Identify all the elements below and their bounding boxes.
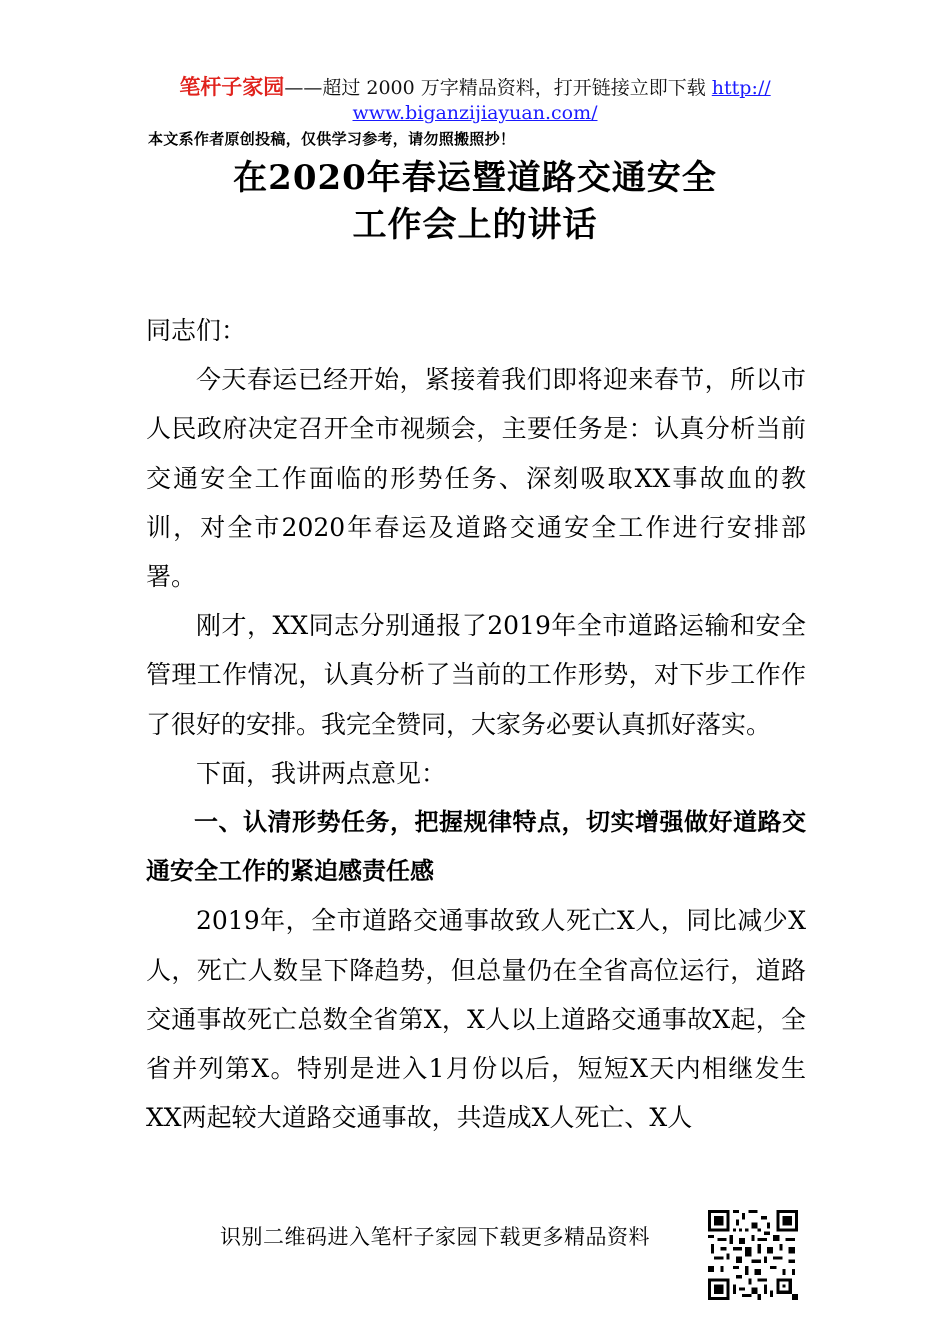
download-link-part1[interactable]: http:// <box>711 77 771 99</box>
header-banner <box>0 74 950 101</box>
paragraph-4: 2019年，全市道路交通事故致人死亡X人，同比减少X人，死亡人数呈下降趋势，但总量仍在全省高位运行，道路交通事故死亡总数全省第X，X人以上道路交通事故X起，全省并列第X。特别是进入1月份以后，短短X天内相继发生XX两起较大道路交通事故，共造成X人死亡、X人 <box>146 906 806 1133</box>
copyright-notice: 本文系作者原创投稿，仅供学习参考，请勿照搬照抄！ <box>148 130 516 148</box>
document-body <box>146 306 806 1142</box>
salutation: 同志们： <box>146 316 247 345</box>
section-heading-1: 一、认清形势任务，把握规律特点，切实增强做好道路交通安全工作的紧迫感责任感 <box>146 808 806 886</box>
document-title-line1: 在2020年春运暨道路交通安全 <box>233 158 717 198</box>
header-banner-line2 <box>0 100 950 126</box>
brand-name: 笔杆子家园 <box>179 74 285 99</box>
footer-text: 识别二维码进入笔杆子家园下载更多精品资料 <box>220 1225 650 1249</box>
paragraph-3: 下面，我讲两点意见： <box>196 758 447 788</box>
download-link-part2[interactable]: www.biganzijiayuan.com/ <box>352 102 598 124</box>
document-title-line2: 工作会上的讲话 <box>352 205 598 245</box>
paragraph-2: 刚才，XX同志分别通报了2019年全市道路运输和安全管理工作情况，认真分析了当前的工作形势，对下步工作作了很好的安排。我完全赞同，大家务必要认真抓好落实。 <box>146 611 806 739</box>
banner-tagline: ——超过 2000 万字精品资料，打开链接立即下载 <box>284 77 712 99</box>
paragraph-1: 今天春运已经开始，紧接着我们即将迎来春节，所以市人民政府决定召开全市视频会，主要任务是：认真分析当前交通安全工作面临的形势任务、深刻吸取XX事故血的教训，对全市2020年春运及道路交通安全工作进行安排部署。 <box>146 365 806 592</box>
qr-code-icon[interactable] <box>708 1210 798 1300</box>
